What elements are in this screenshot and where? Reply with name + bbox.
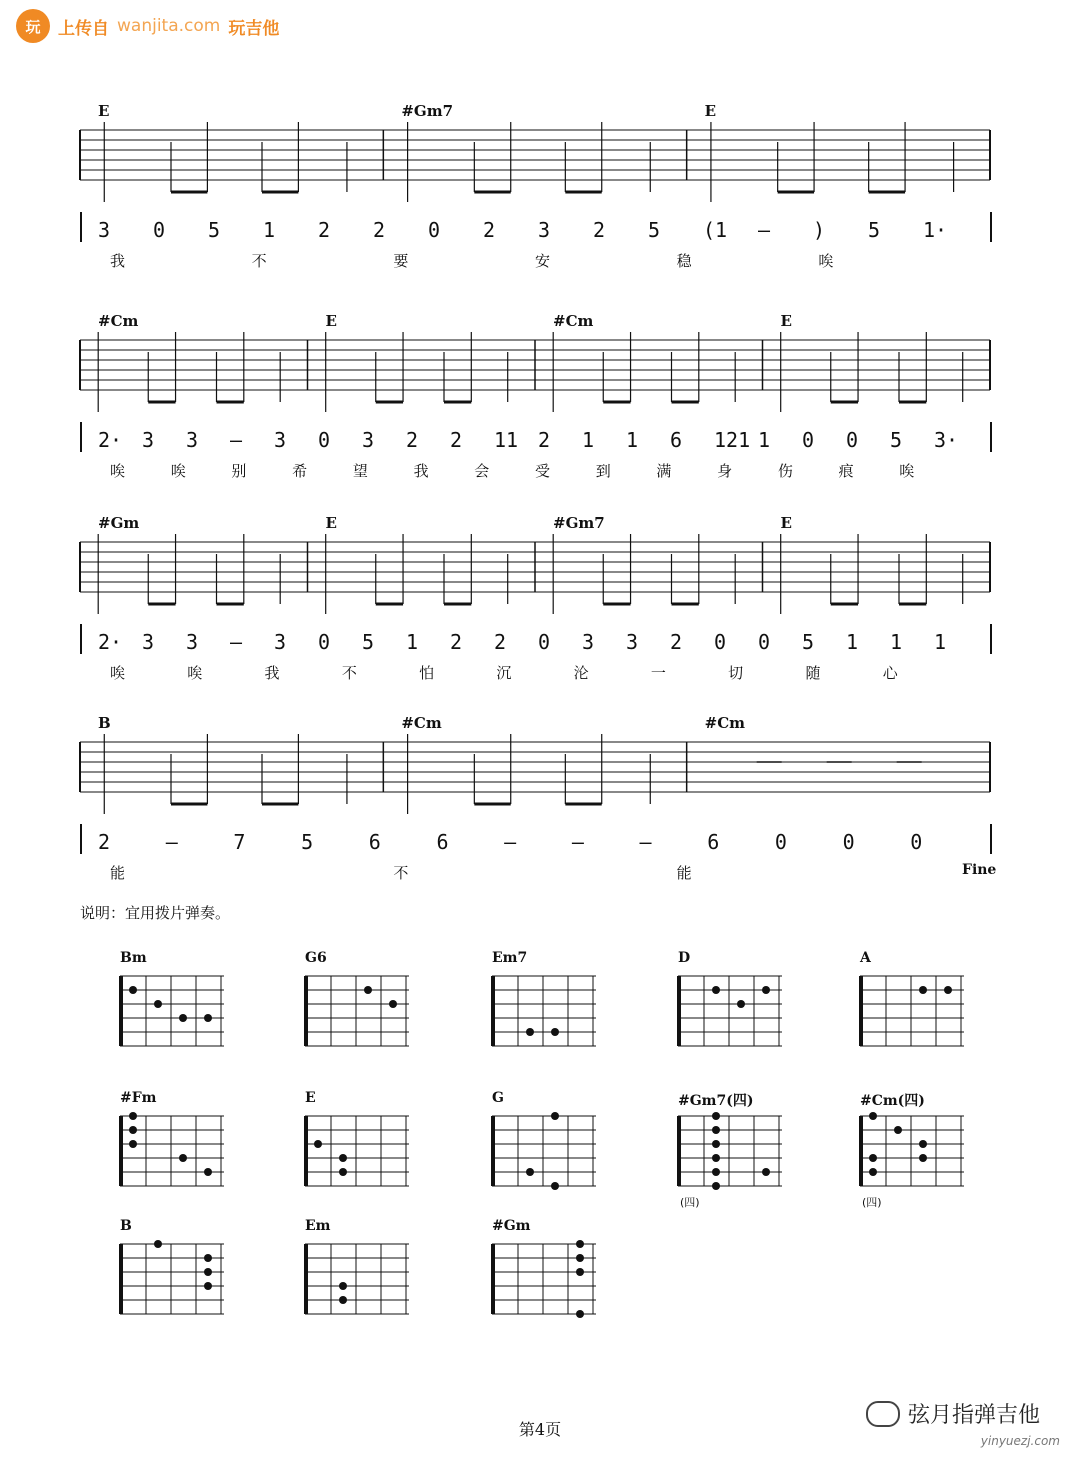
lyric-word: 希 xyxy=(292,462,308,480)
jianpu-note: 5 xyxy=(890,428,903,452)
lyric-word: 要 xyxy=(393,252,409,270)
tab-staff xyxy=(0,734,1080,829)
jianpu-note: 1· xyxy=(923,218,948,242)
chord-label: #Cm xyxy=(553,312,594,330)
chord-diagram xyxy=(676,1112,786,1192)
lyrics-line xyxy=(0,250,1080,276)
jianpu-note: 6 xyxy=(707,830,720,854)
finger-dot xyxy=(314,1140,322,1148)
chord-diagram xyxy=(303,972,413,1052)
wechat-icon xyxy=(866,1401,900,1427)
chord-diagrams xyxy=(0,950,1080,1330)
jianpu-note: 1 xyxy=(626,428,639,452)
finger-dot xyxy=(712,1112,720,1120)
finger-dot xyxy=(576,1268,584,1276)
fret-position-label: (四) xyxy=(680,1196,700,1209)
finger-dot xyxy=(712,1182,720,1190)
chord-diagram-label: #Cm(四) xyxy=(860,1093,925,1109)
jianpu-note: 3 xyxy=(142,428,155,452)
jianpu-note: 5 xyxy=(301,830,314,854)
lyric-word: 满 xyxy=(656,462,672,480)
jianpu-note: 1 xyxy=(846,630,859,654)
finger-dot xyxy=(919,1154,927,1162)
lyric-word: 到 xyxy=(595,462,611,480)
jianpu-note: – xyxy=(504,830,517,854)
jianpu-note: 2 xyxy=(450,428,463,452)
finger-dot xyxy=(576,1254,584,1262)
jianpu-note: 0 xyxy=(758,630,771,654)
site-brand: 玩吉他 xyxy=(228,18,280,39)
finger-dot xyxy=(712,1154,720,1162)
lyric-word: 能 xyxy=(110,864,126,882)
finger-dot xyxy=(762,986,770,994)
tab-staff xyxy=(0,122,1080,217)
finger-dot xyxy=(364,986,372,994)
jianpu-note: – xyxy=(230,428,243,452)
finger-dot xyxy=(762,1168,770,1176)
jianpu-note: – xyxy=(758,218,771,242)
jianpu-note: 2 xyxy=(593,218,606,242)
finger-dot xyxy=(712,1168,720,1176)
finger-dot xyxy=(712,1140,720,1148)
fret-position-label: (四) xyxy=(862,1196,882,1209)
chord-label: #Cm xyxy=(98,312,139,330)
jianpu-note: 3· xyxy=(934,428,959,452)
finger-dot xyxy=(339,1296,347,1304)
jianpu-note: 1 xyxy=(582,428,595,452)
chord-label: #Cm xyxy=(704,714,746,732)
chord-diagram-label: #Gm xyxy=(492,1218,531,1234)
footer-brand xyxy=(866,1398,1040,1429)
chord-label: E xyxy=(98,102,110,120)
jianpu-note: 2 xyxy=(538,428,551,452)
lyrics-line xyxy=(0,662,1080,688)
tab-staff xyxy=(0,534,1080,629)
finger-dot xyxy=(129,1126,137,1134)
performance-note: 说明：宜用拨片弹奏。 xyxy=(80,904,231,922)
chord-diagram xyxy=(858,1112,968,1192)
finger-dot xyxy=(204,1268,212,1276)
lyric-word: 安 xyxy=(535,252,551,270)
jianpu-note: ) xyxy=(813,218,826,242)
chord-diagram xyxy=(858,972,968,1052)
jianpu-note: 2 xyxy=(450,630,463,654)
finger-dot xyxy=(204,1254,212,1262)
finger-dot xyxy=(339,1168,347,1176)
jianpu-note: – xyxy=(571,830,584,854)
jianpu-note: 2 xyxy=(373,218,386,242)
finger-dot xyxy=(204,1168,212,1176)
jianpu-note: 0 xyxy=(714,630,727,654)
lyric-word: 我 xyxy=(110,252,126,270)
finger-dot xyxy=(551,1182,559,1190)
finger-dot xyxy=(179,1014,187,1022)
lyric-word: 受 xyxy=(535,462,551,480)
jianpu-note: 2· xyxy=(98,630,123,654)
chord-label: E xyxy=(325,312,337,330)
chord-diagram-label: #Fm xyxy=(120,1090,157,1106)
chord-diagram-label: B xyxy=(120,1218,132,1234)
upload-from-label: 上传自 xyxy=(58,18,109,39)
jianpu-note: 0 xyxy=(802,428,815,452)
chord-label: E xyxy=(780,514,792,532)
finger-dot xyxy=(154,1240,162,1248)
chord-diagram xyxy=(490,1112,600,1192)
footer-brand-text: 弦月指弹吉他 xyxy=(907,1403,1040,1428)
tab-staff xyxy=(0,332,1080,427)
finger-dot xyxy=(869,1168,877,1176)
lyrics-line xyxy=(0,460,1080,486)
chord-diagram xyxy=(303,1112,413,1192)
chord-diagram xyxy=(676,972,786,1052)
lyric-word: 痕 xyxy=(838,462,854,480)
chord-diagram-label: Em xyxy=(305,1218,331,1234)
jianpu-note: 0 xyxy=(153,218,166,242)
jianpu-note: 1 xyxy=(758,428,771,452)
jianpu-bar xyxy=(990,212,992,242)
jianpu-note: – xyxy=(165,830,178,854)
finger-dot xyxy=(919,1140,927,1148)
chord-label: B xyxy=(98,714,111,732)
finger-dot xyxy=(526,1028,534,1036)
finger-dot xyxy=(129,986,137,994)
chord-diagram-label: G xyxy=(492,1090,504,1106)
finger-dot xyxy=(737,1000,745,1008)
jianpu-note: 0 xyxy=(318,428,331,452)
chord-diagram xyxy=(303,1240,413,1320)
jianpu-note: 5 xyxy=(208,218,221,242)
lyric-word: 不 xyxy=(393,864,409,882)
fine-mark: Fine xyxy=(962,862,997,878)
jianpu-bar xyxy=(80,624,82,654)
jianpu-note: 0 xyxy=(846,428,859,452)
jianpu-note: 3 xyxy=(142,630,155,654)
lyric-word: 稳 xyxy=(676,252,692,270)
chord-diagram xyxy=(118,972,228,1052)
jianpu-note: 2 xyxy=(670,630,683,654)
jianpu-bar xyxy=(80,422,82,452)
jianpu-note: 1 xyxy=(263,218,276,242)
jianpu-bar xyxy=(80,824,82,854)
jianpu-note: 3 xyxy=(186,428,199,452)
lyric-word: 不 xyxy=(251,252,267,270)
jianpu-note: 1 xyxy=(890,630,903,654)
lyric-word: 唉 xyxy=(170,462,186,480)
finger-dot xyxy=(204,1014,212,1022)
jianpu-bar xyxy=(990,422,992,452)
chord-diagram-label: #Gm7(四) xyxy=(678,1093,754,1109)
jianpu-note: 0 xyxy=(538,630,551,654)
lyric-word: 切 xyxy=(728,664,744,682)
jianpu-note: 6 xyxy=(670,428,683,452)
chord-label: E xyxy=(325,514,337,532)
finger-dot xyxy=(576,1310,584,1318)
finger-dot xyxy=(919,986,927,994)
lyric-word: 望 xyxy=(352,462,368,480)
page-number: 第4页 xyxy=(518,1420,562,1439)
chord-diagram-label: D xyxy=(678,950,691,966)
jianpu-bar xyxy=(80,212,82,242)
jianpu-note: 0 xyxy=(428,218,441,242)
jianpu-note: 5 xyxy=(362,630,375,654)
jianpu-note: 5 xyxy=(648,218,661,242)
footer-site: yinyuezj.com xyxy=(980,1434,1060,1448)
lyric-word: 沦 xyxy=(573,664,589,682)
finger-dot xyxy=(551,1028,559,1036)
jianpu-note: 2 xyxy=(406,428,419,452)
jianpu-note: 0 xyxy=(842,830,855,854)
lyric-word: 一 xyxy=(650,664,666,682)
lyric-word: 沉 xyxy=(496,664,512,682)
lyric-word: 心 xyxy=(882,664,898,682)
lyric-word: 唉 xyxy=(110,664,126,682)
jianpu-note: 6 xyxy=(436,830,449,854)
finger-dot xyxy=(179,1154,187,1162)
chord-diagram xyxy=(490,972,600,1052)
lyric-word: 会 xyxy=(474,462,490,480)
lyric-word: 唉 xyxy=(187,664,203,682)
lyric-word: 能 xyxy=(676,864,692,882)
finger-dot xyxy=(551,1112,559,1120)
jianpu-note: 0 xyxy=(910,830,923,854)
jianpu-note: 1 xyxy=(406,630,419,654)
jianpu-note: 3 xyxy=(274,630,287,654)
finger-dot xyxy=(869,1112,877,1120)
finger-dot xyxy=(339,1154,347,1162)
chord-diagram-label: G6 xyxy=(305,950,327,966)
finger-dot xyxy=(576,1240,584,1248)
jianpu-note: (1 xyxy=(703,218,728,242)
site-url[interactable]: wanjita.com xyxy=(117,16,221,36)
jianpu-note: 6 xyxy=(368,830,381,854)
lyric-word: 我 xyxy=(264,664,280,682)
jianpu-note: 3 xyxy=(582,630,595,654)
jianpu-note: 3 xyxy=(626,630,639,654)
finger-dot xyxy=(154,1000,162,1008)
jianpu-note: 3 xyxy=(98,218,111,242)
lyric-word: 唉 xyxy=(818,252,834,270)
jianpu-note: – xyxy=(230,630,243,654)
lyric-word: 我 xyxy=(413,462,429,480)
jianpu-note: 2· xyxy=(98,428,123,452)
chord-diagram-label: A xyxy=(860,950,871,966)
lyric-word: 不 xyxy=(341,664,357,682)
jianpu-note: 121 xyxy=(714,428,751,452)
site-header xyxy=(16,8,279,44)
jianpu-note: 2 xyxy=(494,630,507,654)
jianpu-note: 3 xyxy=(362,428,375,452)
finger-dot xyxy=(339,1282,347,1290)
jianpu-note: 2 xyxy=(98,830,111,854)
jianpu-note: 0 xyxy=(774,830,787,854)
chord-label: #Gm7 xyxy=(401,102,454,120)
chord-diagram-label: E xyxy=(305,1090,316,1106)
jianpu-note: 2 xyxy=(483,218,496,242)
chord-diagram xyxy=(118,1240,228,1320)
jianpu-note: 0 xyxy=(318,630,331,654)
chord-label: #Cm xyxy=(401,714,442,732)
lyrics-line xyxy=(0,862,1080,888)
finger-dot xyxy=(894,1126,902,1134)
jianpu-note: 3 xyxy=(538,218,551,242)
jianpu-note: 5 xyxy=(802,630,815,654)
lyric-word: 别 xyxy=(231,462,247,480)
jianpu-bar xyxy=(990,624,992,654)
finger-dot xyxy=(389,1000,397,1008)
jianpu-note: 11 xyxy=(494,428,519,452)
chord-diagram-label: Bm xyxy=(120,950,147,966)
lyric-word: 怕 xyxy=(419,664,435,682)
jianpu-bar xyxy=(990,824,992,854)
jianpu-note: 3 xyxy=(274,428,287,452)
chord-diagram-label: Em7 xyxy=(492,950,528,966)
chord-label: E xyxy=(780,312,792,330)
finger-dot xyxy=(129,1112,137,1120)
finger-dot xyxy=(204,1282,212,1290)
finger-dot xyxy=(129,1140,137,1148)
finger-dot xyxy=(944,986,952,994)
finger-dot xyxy=(712,986,720,994)
lyric-word: 唉 xyxy=(110,462,126,480)
jianpu-note: 1 xyxy=(934,630,947,654)
jianpu-note: 7 xyxy=(233,830,246,854)
lyric-word: 身 xyxy=(717,462,733,480)
jianpu-note: – xyxy=(639,830,652,854)
site-logo: 玩 xyxy=(16,9,50,43)
chord-label: E xyxy=(704,102,717,120)
jianpu-note: 5 xyxy=(868,218,881,242)
lyric-word: 唉 xyxy=(899,462,915,480)
jianpu-note: 3 xyxy=(186,630,199,654)
chord-label: #Gm xyxy=(98,514,140,532)
finger-dot xyxy=(712,1126,720,1134)
chord-diagram xyxy=(490,1240,600,1320)
finger-dot xyxy=(526,1168,534,1176)
finger-dot xyxy=(869,1154,877,1162)
lyric-word: 伤 xyxy=(777,462,793,480)
jianpu-note: 2 xyxy=(318,218,331,242)
lyric-word: 随 xyxy=(805,664,821,682)
chord-label: #Gm7 xyxy=(553,514,605,532)
chord-diagram xyxy=(118,1112,228,1192)
